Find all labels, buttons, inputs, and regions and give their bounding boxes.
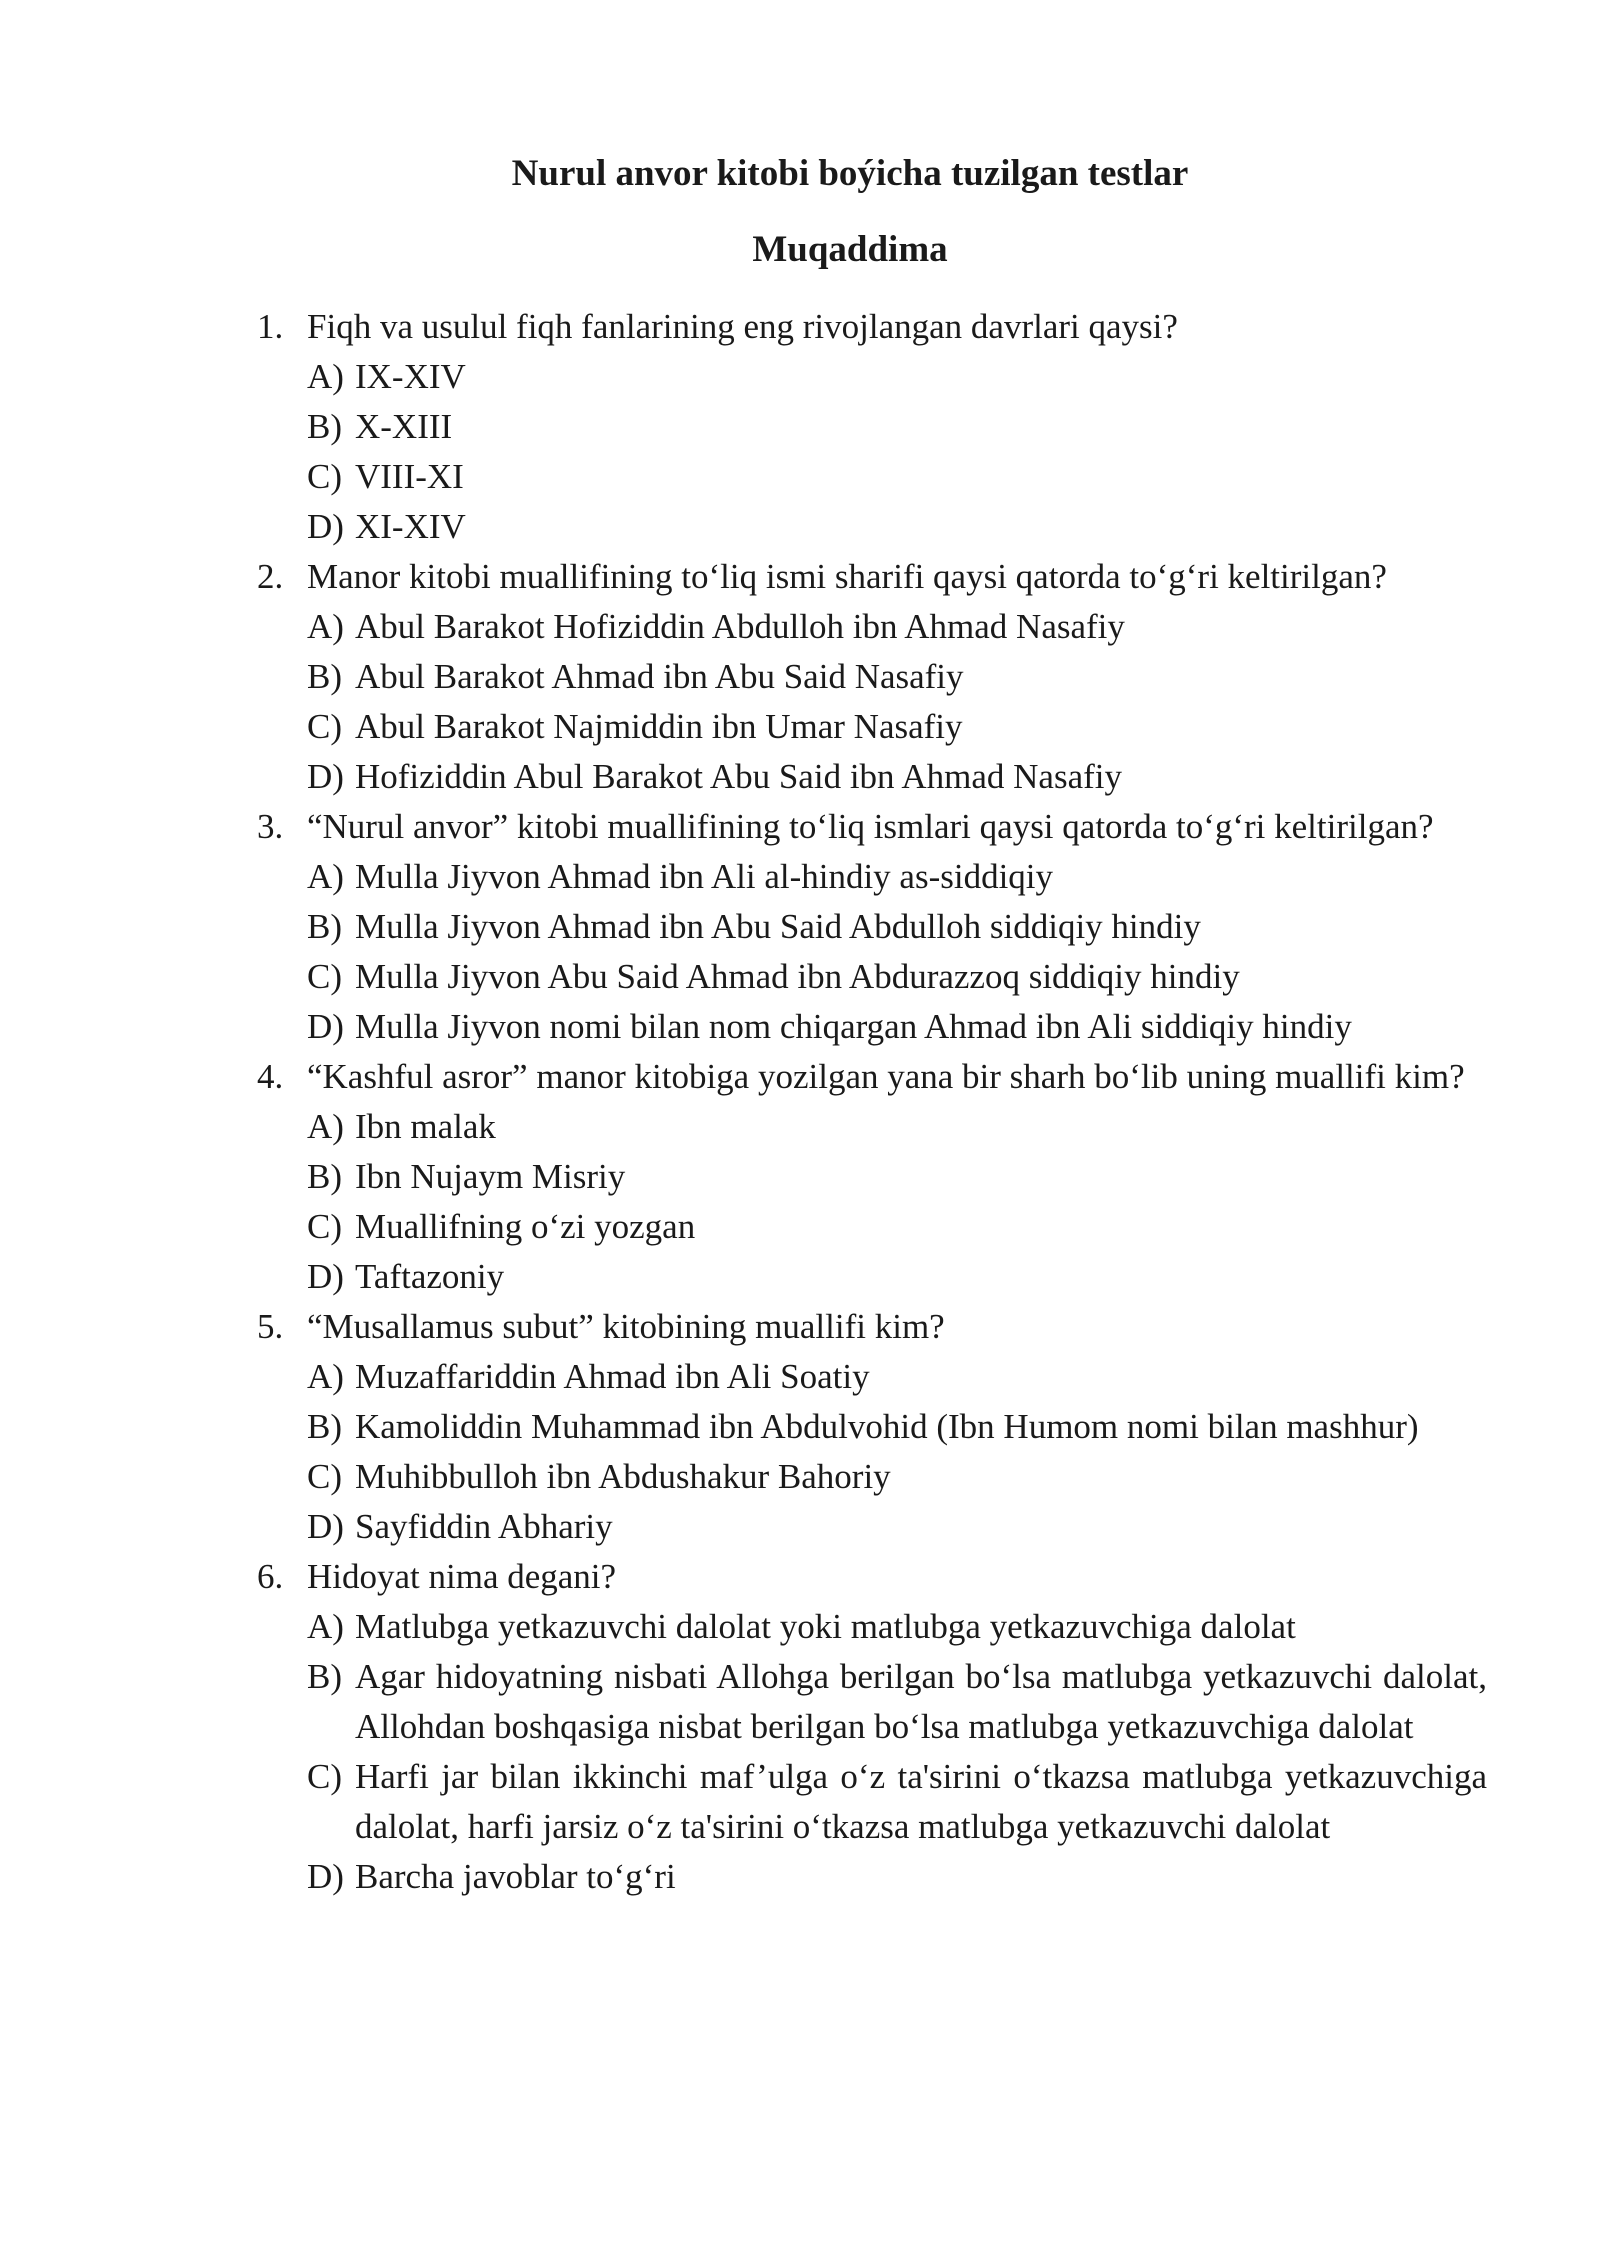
question-number: 6.: [257, 1557, 284, 1596]
option-text: Barcha javoblar to‘g‘ri: [355, 1857, 676, 1896]
option-letter: C): [307, 1457, 342, 1496]
option-letter: A): [307, 1107, 344, 1146]
answer-option: [307, 702, 1487, 752]
question-item: [257, 552, 1487, 802]
option-text: Matlubga yetkazuvchi dalolat yoki matlubga yetkazuvchiga dalolat: [355, 1607, 1296, 1646]
option-text: VIII-XI: [355, 457, 464, 496]
answer-option: [307, 1502, 1487, 1552]
question-item: [257, 1552, 1487, 1902]
answer-option: [307, 1002, 1487, 1052]
answer-option: [307, 1402, 1487, 1452]
answer-option: [307, 1352, 1487, 1402]
question-item: [257, 302, 1487, 552]
option-letter: D): [307, 1857, 344, 1896]
option-letter: D): [307, 1007, 344, 1046]
question-text: “Kashful asror” manor kitobiga yozilgan yana bir sharh bo‘lib uning muallifi kim?: [307, 1057, 1465, 1096]
answer-option: [307, 1452, 1487, 1502]
answer-options: [307, 1602, 1487, 1902]
answer-option: [307, 902, 1487, 952]
answer-option: [307, 652, 1487, 702]
option-letter: C): [307, 957, 342, 996]
option-letter: B): [307, 407, 342, 446]
answer-option: [307, 752, 1487, 802]
question-number: 2.: [257, 557, 284, 596]
option-text: Abul Barakot Ahmad ibn Abu Said Nasafiy: [355, 657, 964, 696]
option-letter: A): [307, 1357, 344, 1396]
option-letter: B): [307, 1157, 342, 1196]
answer-option: [307, 1652, 1487, 1752]
option-text: Agar hidoyatning nisbati Allohga berilgan bo‘lsa matlubga yetkazuvchi dalolat, Allohdan boshqasiga nisbat berilgan bo‘lsa matlubga yetkazuvchiga dalolat: [355, 1657, 1487, 1746]
option-letter: A): [307, 1607, 344, 1646]
option-letter: B): [307, 1407, 342, 1446]
option-text: Muallifning o‘zi yozgan: [355, 1207, 696, 1246]
option-text: Abul Barakot Najmiddin ibn Umar Nasafiy: [355, 707, 963, 746]
option-letter: B): [307, 657, 342, 696]
document-title: Nurul anvor kitobi boýicha tuzilgan testlar: [511, 153, 1189, 194]
option-letter: C): [307, 1207, 342, 1246]
option-letter: B): [307, 907, 342, 946]
option-text: Ibn malak: [355, 1107, 496, 1146]
answer-option: [307, 402, 1487, 452]
question-list: [257, 302, 1487, 1902]
answer-option: [307, 452, 1487, 502]
option-letter: D): [307, 507, 344, 546]
question-text: Manor kitobi muallifining to‘liq ismi sharifi qaysi qatorda to‘g‘ri keltirilgan?: [307, 557, 1387, 596]
option-text: Mulla Jiyvon Ahmad ibn Ali al-hindiy as-siddiqiy: [355, 857, 1054, 896]
question-item: [257, 802, 1487, 1052]
question-text: Hidoyat nima degani?: [307, 1557, 617, 1596]
answer-option: [307, 352, 1487, 402]
answer-option: [307, 952, 1487, 1002]
answer-option: [307, 1252, 1487, 1302]
answer-options: [307, 1102, 1487, 1302]
answer-options: [307, 852, 1487, 1052]
answer-options: [307, 352, 1487, 552]
option-text: Muzaffariddin Ahmad ibn Ali Soatiy: [355, 1357, 870, 1396]
question-number: 5.: [257, 1307, 284, 1346]
answer-option: [307, 1752, 1487, 1852]
option-letter: D): [307, 1507, 344, 1546]
option-text: Mulla Jiyvon Abu Said Ahmad ibn Abdurazzoq siddiqiy hindiy: [355, 957, 1240, 996]
option-letter: D): [307, 757, 344, 796]
question-number: 3.: [257, 807, 284, 846]
option-text: Abul Barakot Hofiziddin Abdulloh ibn Ahmad Nasafiy: [355, 607, 1125, 646]
option-letter: C): [307, 707, 342, 746]
option-text: IX-XIV: [355, 357, 466, 396]
option-letter: A): [307, 607, 344, 646]
option-text: Mulla Jiyvon nomi bilan nom chiqargan Ahmad ibn Ali siddiqiy hindiy: [355, 1007, 1352, 1046]
question-item: [257, 1302, 1487, 1552]
option-letter: C): [307, 457, 342, 496]
option-text: Taftazoniy: [355, 1257, 505, 1296]
answer-options: [307, 602, 1487, 802]
answer-option: [307, 1102, 1487, 1152]
answer-option: [307, 1202, 1487, 1252]
option-letter: A): [307, 357, 344, 396]
question-number: 4.: [257, 1057, 284, 1096]
answer-option: [307, 502, 1487, 552]
section-title: Muqaddima: [752, 229, 948, 270]
answer-options: [307, 1352, 1487, 1552]
option-text: XI-XIV: [355, 507, 466, 546]
answer-option: [307, 852, 1487, 902]
option-text: Harfi jar bilan ikkinchi maf’ulga o‘z ta'sirini o‘tkazsa matlubga yetkazuvchiga dalolat, harfi jarsiz o‘z ta'sirini o‘tkazsa matlubga yetkazuvchi dalolat: [355, 1757, 1487, 1846]
option-letter: B): [307, 1657, 342, 1696]
option-text: X-XIII: [355, 407, 453, 446]
option-text: Kamoliddin Muhammad ibn Abdulvohid (Ibn Humom nomi bilan mashhur): [355, 1407, 1419, 1446]
question-item: [257, 1052, 1487, 1302]
option-text: Sayfiddin Abhariy: [355, 1507, 613, 1546]
option-text: Muhibbulloh ibn Abdushakur Bahoriy: [355, 1457, 891, 1496]
question-text: “Musallamus subut” kitobining muallifi kim?: [307, 1307, 945, 1346]
question-text: “Nurul anvor” kitobi muallifining to‘liq ismlari qaysi qatorda to‘g‘ri keltirilgan?: [307, 807, 1434, 846]
question-number: 1.: [257, 307, 284, 346]
option-text: Ibn Nujaym Misriy: [355, 1157, 626, 1196]
answer-option: [307, 1852, 1487, 1902]
option-letter: D): [307, 1257, 344, 1296]
answer-option: [307, 1152, 1487, 1202]
question-text: Fiqh va usulul fiqh fanlarining eng rivojlangan davrlari qaysi?: [307, 307, 1178, 346]
answer-option: [307, 1602, 1487, 1652]
option-text: Hofiziddin Abul Barakot Abu Said ibn Ahmad Nasafiy: [355, 757, 1122, 796]
answer-option: [307, 602, 1487, 652]
option-text: Mulla Jiyvon Ahmad ibn Abu Said Abdulloh siddiqiy hindiy: [355, 907, 1201, 946]
option-letter: C): [307, 1757, 342, 1796]
option-letter: A): [307, 857, 344, 896]
